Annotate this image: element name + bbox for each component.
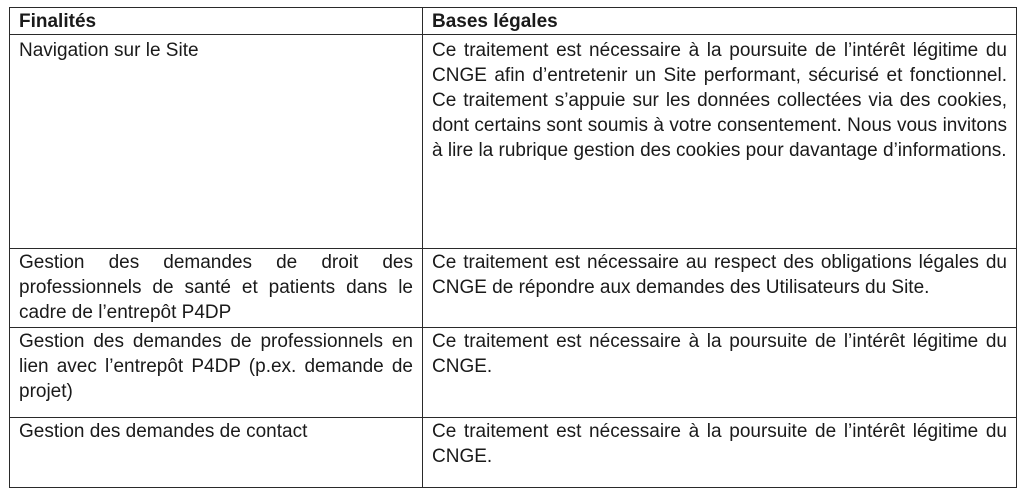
base-legale-cell: Ce traitement est nécessaire au respect des obligations légales du CNGE de répondre aux demandes des Utilisateurs du Site.	[423, 249, 1017, 328]
finalite-cell: Gestion des demandes de professionnels en lien avec l’entrepôt P4DP (p.ex. demande de projet)	[10, 328, 423, 418]
base-legale-cell: Ce traitement est nécessaire à la poursuite de l’intérêt légitime du CNGE.	[423, 418, 1017, 488]
legal-bases-table	[9, 7, 1017, 488]
finalite-cell: Navigation sur le Site	[10, 35, 423, 249]
base-legale-cell: Ce traitement est nécessaire à la poursuite de l’intérêt légitime du CNGE.	[423, 328, 1017, 418]
table-row	[10, 418, 1017, 488]
table-row	[10, 328, 1017, 418]
table-header-row	[10, 8, 1017, 35]
table-row	[10, 35, 1017, 249]
finalite-cell: Gestion des demandes de contact	[10, 418, 423, 488]
finalite-cell: Gestion des demandes de droit des professionnels de santé et patients dans le cadre de l’entrepôt P4DP	[10, 249, 423, 328]
header-bases-legales: Bases légales	[423, 8, 1017, 35]
base-legale-cell: Ce traitement est nécessaire à la poursuite de l’intérêt légitime du CNGE afin d’entretenir un Site performant, sécurisé et fonctionnel. Ce traitement s’appuie sur les données collectées via des cookies, dont certains sont soumis à votre consentement. Nous vous invitons à lire la rubrique gestion des cookies pour davantage d’informations.	[423, 35, 1017, 249]
table-row	[10, 249, 1017, 328]
header-finalites: Finalités	[10, 8, 423, 35]
